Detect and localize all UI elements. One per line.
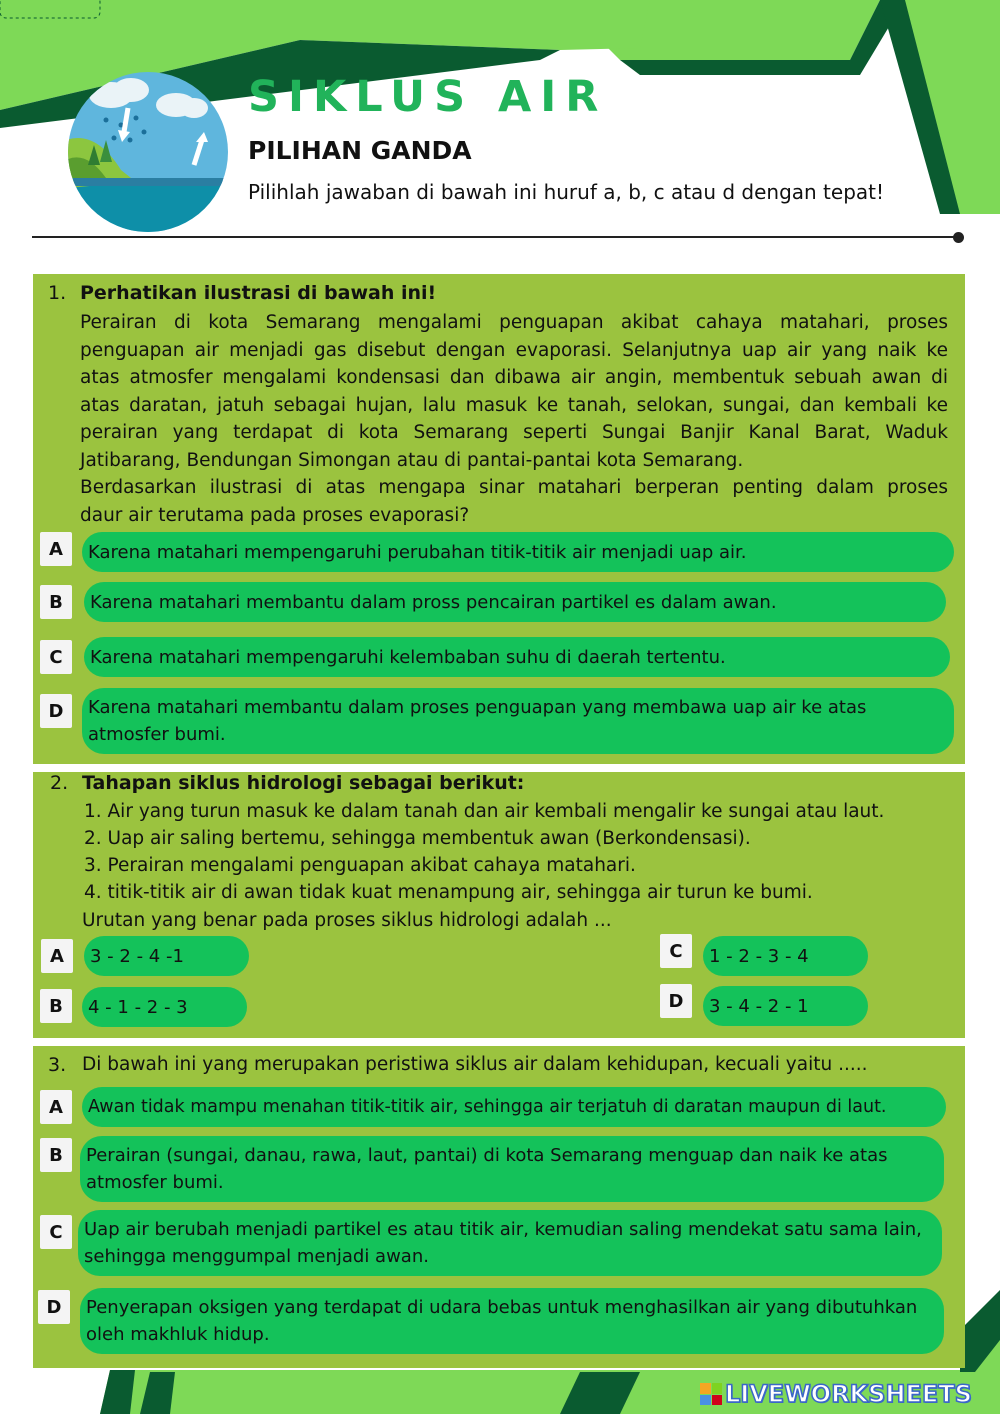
q1-option-a[interactable]: Karena matahari mempengaruhi perubahan titik-titik air menjadi uap air. — [82, 532, 954, 572]
q1-option-b-letter: B — [40, 585, 72, 619]
q2-option-c-letter: C — [660, 934, 692, 968]
q1-option-a-letter: A — [40, 532, 72, 566]
q2-option-b[interactable]: 4 - 1 - 2 - 3 — [82, 987, 247, 1027]
q3-option-c-letter: C — [40, 1215, 72, 1249]
q3-option-d[interactable]: Penyerapan oksigen yang terdapat di udara bebas untuk menghasilkan air yang dibutuhkan oleh makhluk hidup. — [80, 1288, 944, 1354]
question-1-line: Jatibarang, Bendungan Simongan atau di pantai-pantai kota Semarang. — [80, 449, 744, 471]
q1-option-b[interactable]: Karena matahari membantu dalam pross pencairan partikel es dalam awan. — [84, 582, 946, 622]
question-1-line: penguapan air menjadi gas disebut dengan evaporasi. Selanjutnya uap air yang naik ke — [80, 339, 948, 361]
divider-dot — [953, 232, 964, 243]
question-1-line: daur air terutama pada proses evaporasi? — [80, 504, 470, 526]
q1-option-c[interactable]: Karena matahari mempengaruhi kelembaban suhu di daerah tertentu. — [84, 637, 950, 677]
q2-option-a-letter: A — [41, 939, 73, 973]
q1-option-d-letter: D — [40, 694, 72, 728]
header-divider — [32, 236, 957, 238]
q1-option-c-letter: C — [40, 640, 72, 674]
q3-option-d-letter: D — [38, 1290, 70, 1324]
question-1-number: 1. — [48, 282, 67, 304]
q3-option-a-letter: A — [40, 1090, 72, 1124]
question-3-question: Di bawah ini yang merupakan peristiwa siklus air dalam kehidupan, kecuali yaitu ..... — [82, 1054, 868, 1075]
question-2-heading: Tahapan siklus hidrologi sebagai berikut: — [82, 772, 525, 794]
page-title: SIKLUS AIR — [248, 72, 608, 122]
question-2-item-2: 2. Uap air saling bertemu, sehingga membentuk awan (Berkondensasi). — [84, 828, 751, 849]
q3-option-b-letter: B — [40, 1138, 72, 1172]
q2-option-d-letter: D — [660, 984, 692, 1018]
question-1-line: atas daratan, jatuh sebagai hujan, lalu masuk ke tanah, selokan, sungai, dan kembali ke — [80, 394, 948, 416]
q2-option-b-letter: B — [40, 989, 72, 1023]
q2-option-a[interactable]: 3 - 2 - 4 -1 — [84, 936, 249, 976]
question-3-number: 3. — [48, 1054, 67, 1076]
question-2-item-1: 1. Air yang turun masuk ke dalam tanah dan air kembali mengalir ke sungai atau laut. — [84, 801, 885, 822]
q2-option-d[interactable]: 3 - 4 - 2 - 1 — [703, 986, 868, 1026]
question-1-heading: Perhatikan ilustrasi di bawah ini! — [80, 282, 437, 304]
page-subtitle: PILIHAN GANDA — [248, 136, 472, 165]
q1-option-d[interactable]: Karena matahari membantu dalam proses penguapan yang membawa uap air ke atas atmosfer bumi. — [82, 688, 954, 754]
q3-option-b[interactable]: Perairan (sungai, danau, rawa, laut, pantai) di kota Semarang menguap dan naik ke atas atmosfer bumi. — [80, 1136, 944, 1202]
question-2-item-4: 4. titik-titik air di awan tidak kuat menampung air, sehingga air turun ke bumi. — [84, 882, 813, 903]
liveworksheets-brand: LIVEWORKSHEETS — [725, 1380, 972, 1408]
instruction-text: Pilihlah jawaban di bawah ini huruf a, b, c atau d dengan tepat! — [248, 180, 885, 204]
water-cycle-logo — [66, 70, 230, 234]
question-2-item-3: 3. Perairan mengalami penguapan akibat cahaya matahari. — [84, 855, 636, 876]
question-1-line: Berdasarkan ilustrasi di atas mengapa sinar matahari berperan penting dalam proses — [80, 477, 948, 498]
question-1-line: Perairan di kota Semarang mengalami penguapan akibat cahaya matahari, proses — [80, 312, 948, 333]
question-2-number: 2. — [50, 772, 69, 794]
q2-option-c[interactable]: 1 - 2 - 3 - 4 — [703, 936, 868, 976]
question-1-text — [80, 309, 948, 529]
liveworksheets-logo — [700, 1380, 972, 1408]
question-1-line: perairan yang terdapat di kota Semarang seperti Sungai Banjir Kanal Barat, Waduk — [80, 422, 948, 443]
question-2-question: Urutan yang benar pada proses siklus hidrologi adalah ... — [82, 910, 612, 931]
question-1-line: atas atmosfer mengalami kondensasi dan dibawa air angin, membentuk sebuah awan di — [80, 367, 948, 388]
q3-option-c[interactable]: Uap air berubah menjadi partikel es atau titik air, kemudian saling mendekat satu sama lain, sehingga menggumpal menjadi awan. — [78, 1210, 942, 1276]
liveworksheets-icon — [700, 1383, 722, 1405]
q3-option-a[interactable]: Awan tidak mampu menahan titik-titik air, sehingga air terjatuh di daratan maupun di laut. — [82, 1087, 946, 1127]
